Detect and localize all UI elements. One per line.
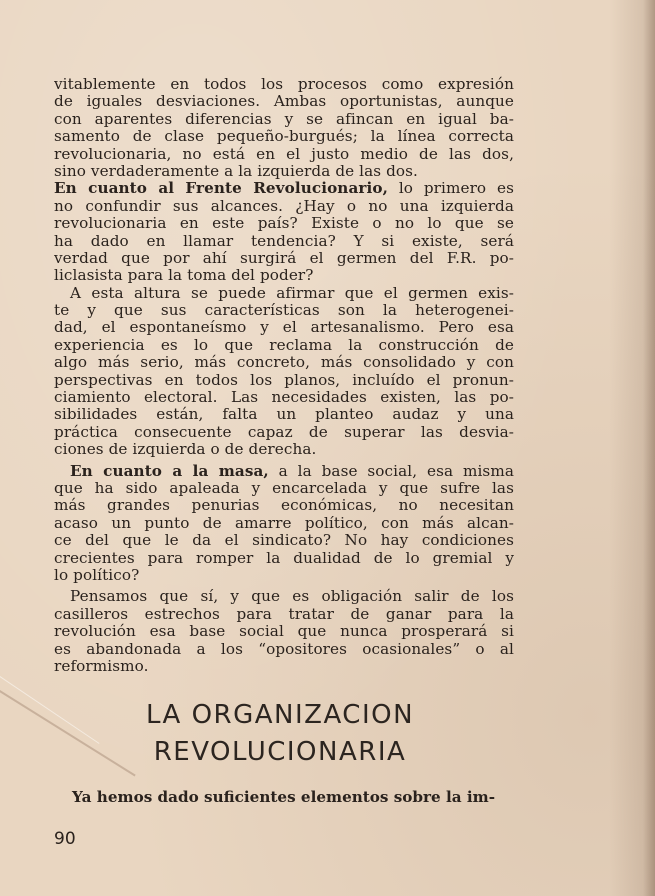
text-line — [54, 441, 514, 458]
text-line — [54, 198, 514, 215]
text-line — [54, 319, 514, 336]
line-text: experiencia es lo que reclama la construcción de — [54, 336, 514, 354]
text-line — [54, 267, 514, 284]
line-text: que ha sido apaleada y encarcelada y que sufre las — [54, 479, 514, 497]
line-text: lo político? — [54, 565, 140, 584]
line-text: perspectivas en todos los planos, incluído el pronun- — [54, 371, 514, 389]
text-line — [54, 233, 514, 250]
paragraph — [54, 584, 514, 675]
paragraph — [54, 180, 514, 284]
text-line — [54, 180, 514, 197]
text-line — [54, 497, 514, 514]
bold-lead-in: En cuanto a la masa, — [70, 462, 269, 480]
text-line — [54, 424, 514, 441]
line-text: lo primero es — [387, 180, 514, 198]
line-text: vitablemente en todos los procesos como expresión — [54, 76, 514, 93]
text-line — [54, 658, 514, 675]
line-text: revolucionaria en este país? Existe o no lo que se — [54, 215, 514, 233]
page-number: 90 — [54, 829, 76, 849]
line-text: revolución esa base social que nunca prosperará si — [54, 623, 514, 641]
text-line — [54, 480, 514, 497]
paragraph — [54, 76, 514, 180]
line-text: reformismo. — [54, 656, 149, 675]
line-text: A esta altura se puede afirmar que el germen exis- — [70, 284, 514, 302]
line-text: con aparentes diferencias y se afincan en igual ba- — [54, 110, 514, 128]
line-text: Pensamos que sí, y que es obligación salir de los — [70, 588, 514, 606]
text-line — [54, 389, 514, 406]
paragraph — [54, 285, 514, 459]
text-line — [54, 128, 514, 145]
body-text — [54, 76, 514, 675]
text-line — [54, 406, 514, 423]
line-text: te y que sus características son la heterogenei- — [54, 302, 514, 320]
line-text: crecientes para romper la dualidad de lo gremial y — [54, 549, 514, 567]
line-text: no confundir sus alcances. ¿Hay o no una izquierda — [54, 197, 514, 215]
text-line — [54, 641, 514, 658]
text-line — [54, 567, 514, 584]
text-line — [54, 146, 514, 163]
text-line — [54, 285, 514, 302]
text-line — [54, 532, 514, 549]
text-line — [54, 515, 514, 532]
page-edge-shadow — [643, 0, 655, 896]
bold-lead-in: En cuanto al Frente Revolucionario, — [54, 180, 388, 198]
section-heading-line-2: REVOLUCIONARIA — [153, 737, 407, 767]
line-text: sino verdaderamente a la izquierda de las dos. — [54, 161, 418, 180]
line-text: verdad que por ahí surgirá el germen del F.R. po- — [54, 249, 514, 267]
line-text: práctica consecuente capaz de superar las desvia- — [54, 423, 514, 441]
paragraph — [54, 459, 514, 585]
line-text: samento de clase pequeño-burgués; la línea correcta — [54, 128, 514, 146]
text-line — [54, 76, 514, 93]
line-text: casilleros estrechos para tratar de ganar para la — [54, 605, 514, 623]
section-heading-line-1: LA ORGANIZACION — [145, 700, 415, 730]
line-text: revolucionaria, no está en el justo medio de las dos, — [54, 145, 514, 163]
text-line — [54, 623, 514, 640]
line-text: es abandonada a los “opositores ocasionales” o al — [54, 640, 514, 658]
line-text: dad, el espontaneísmo y el artesanalismo. Pero esa — [54, 319, 514, 337]
line-text: acaso un punto de amarre político, con más alcan- — [54, 514, 514, 532]
section-lead-text: Ya hemos dado suficientes elementos sobre la im- — [72, 788, 496, 806]
text-line — [54, 550, 514, 567]
line-text: ciamiento electoral. Las necesidades existen, las po- — [54, 389, 514, 407]
text-line — [54, 337, 514, 354]
line-text: ciones de izquierda o de derecha. — [54, 440, 317, 459]
line-text: ha dado en llamar tendencia? Y si existe, será — [54, 232, 514, 250]
line-text: algo más serio, más concreto, más consolidado y con — [54, 354, 514, 372]
text-line — [54, 463, 514, 480]
text-line — [54, 588, 514, 605]
line-text: liclasista para la toma del poder? — [54, 266, 314, 285]
line-text: más grandes penurias económicas, no necesitan — [54, 497, 514, 515]
line-text: de iguales desviaciones. Ambas oportunistas, aunque — [54, 93, 514, 111]
line-text: ce del que le da el sindicato? No hay condiciones — [54, 532, 514, 550]
text-line — [54, 354, 514, 371]
text-line — [54, 93, 514, 110]
text-line — [54, 250, 514, 267]
line-text: a la base social, esa misma — [268, 462, 514, 480]
line-text: sibilidades están, falta un planteo audaz y una — [54, 406, 514, 424]
text-line — [54, 606, 514, 623]
text-line — [54, 111, 514, 128]
text-line — [54, 215, 514, 232]
text-line — [54, 163, 514, 180]
text-line — [54, 302, 514, 319]
text-line — [54, 372, 514, 389]
